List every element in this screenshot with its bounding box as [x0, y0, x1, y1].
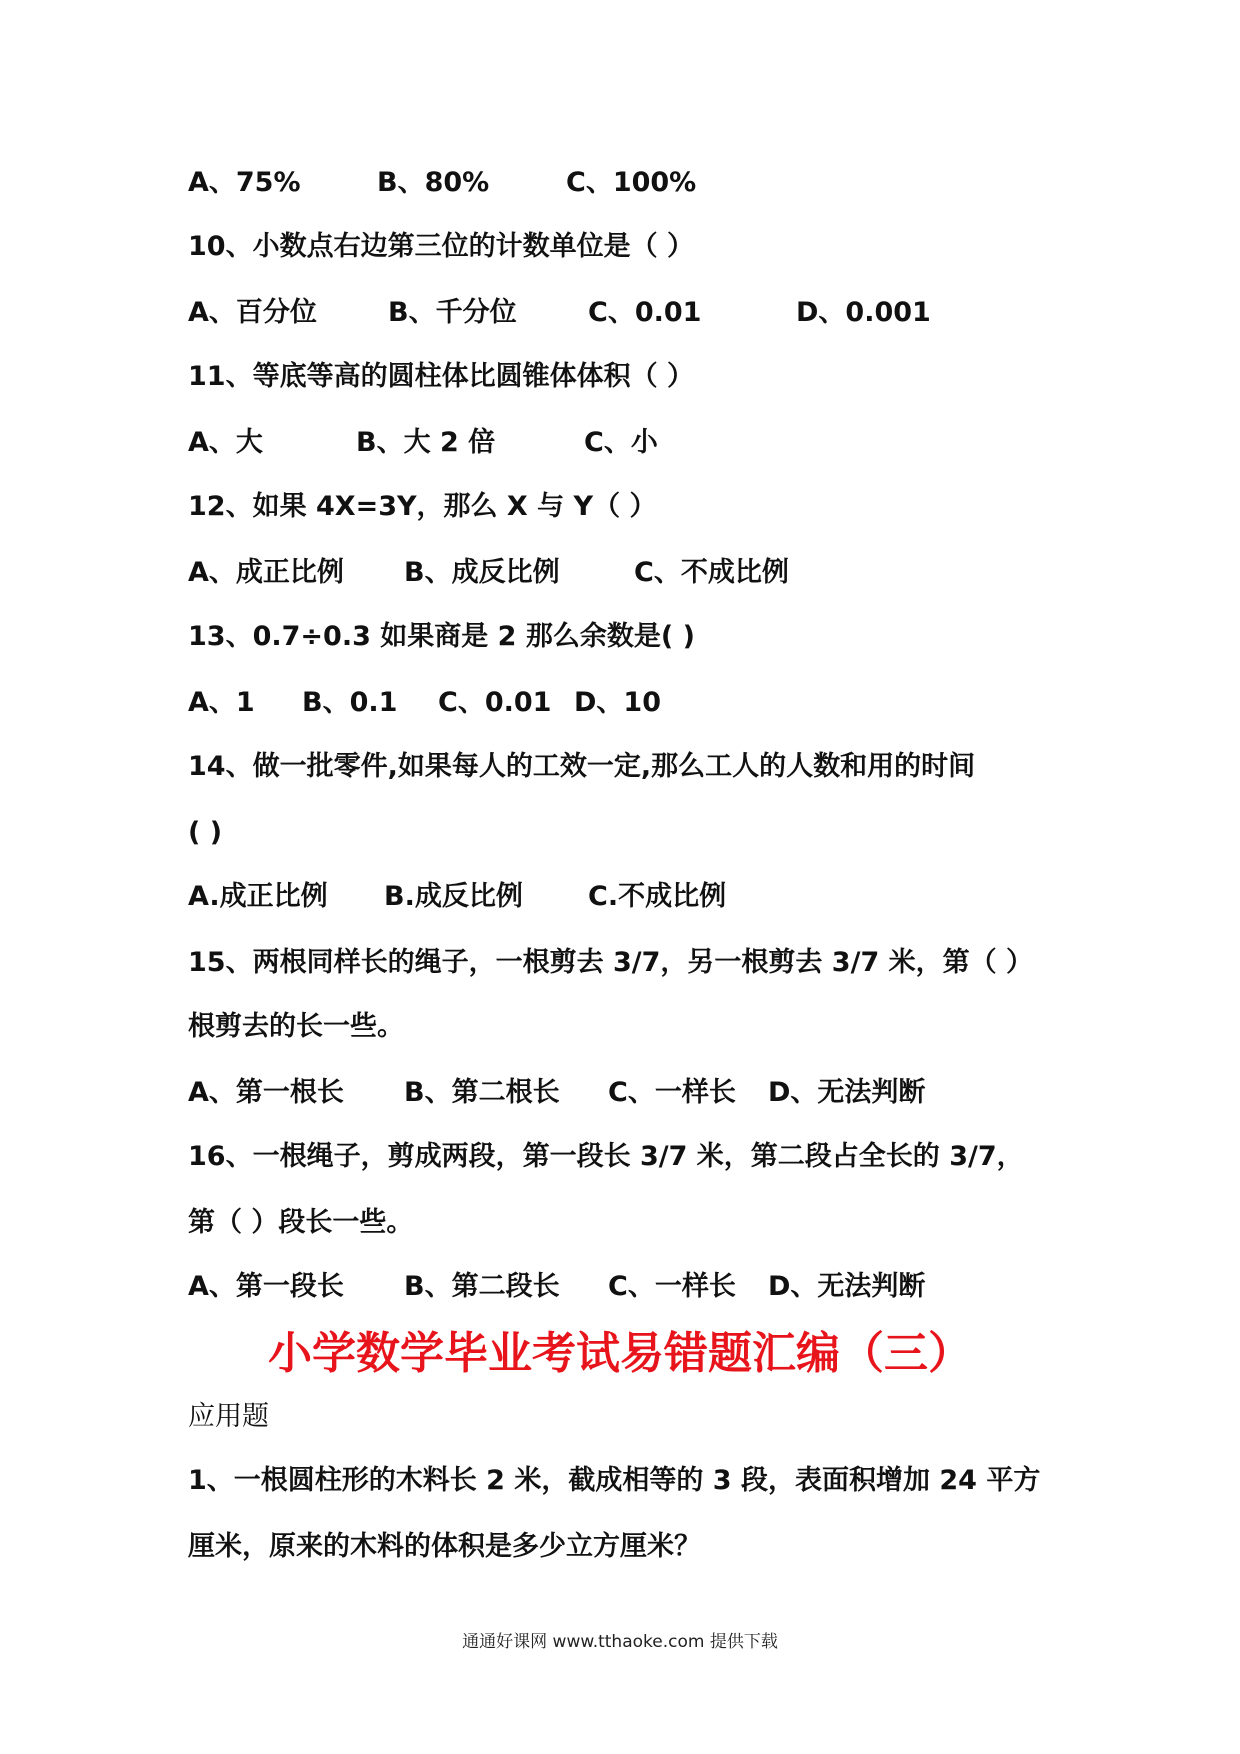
option-q9-c: C、100%	[566, 167, 697, 198]
question-16-line1: 16、一根绳子，剪成两段，第一段长 3/7 米，第二段占全长的 3/7，	[188, 1141, 1024, 1172]
section-subtitle: 应用题	[188, 1401, 269, 1432]
option-q11-b: B、大 2 倍	[356, 427, 496, 458]
option-q16-a: A、第一段长	[188, 1271, 344, 1302]
option-q16-b: B、第二段长	[404, 1271, 560, 1302]
option-q10-b: B、千分位	[388, 297, 517, 328]
question-12: 12、如果 4X=3Y，那么 X 与 Y（ ）	[188, 491, 657, 522]
question-15-line2: 根剪去的长一些。	[188, 1011, 404, 1042]
option-q14-c: C.不成比例	[588, 881, 727, 912]
option-q10-d: D、0.001	[796, 297, 931, 328]
app-question-1-line2: 厘米，原来的木料的体积是多少立方厘米？	[188, 1531, 701, 1562]
option-q16-c: C、一样长	[608, 1271, 736, 1302]
question-15-line1: 15、两根同样长的绳子，一根剪去 3/7，另一根剪去 3/7 米，第（ ）	[188, 947, 1034, 978]
app-question-1-line1: 1、一根圆柱形的木料长 2 米，截成相等的 3 段，表面积增加 24 平方	[188, 1465, 1041, 1496]
question-13: 13、0.7÷0.3 如果商是 2 那么余数是( )	[188, 621, 695, 652]
option-q11-a: A、大	[188, 427, 263, 458]
option-q15-d: D、无法判断	[768, 1077, 926, 1108]
option-q12-c: C、不成比例	[634, 557, 789, 588]
option-q14-b: B.成反比例	[384, 881, 523, 912]
option-q12-b: B、成反比例	[404, 557, 560, 588]
section-title: 小学数学毕业考试易错题汇编（三）	[268, 1328, 972, 1379]
option-q13-d: D、10	[574, 687, 661, 718]
option-q14-a: A.成正比例	[188, 881, 328, 912]
option-q10-a: A、百分位	[188, 297, 317, 328]
option-q9-b: B、80%	[377, 167, 490, 198]
question-14-line2: ( )	[188, 817, 223, 848]
question-11: 11、等底等高的圆柱体比圆锥体体积（ ）	[188, 361, 694, 392]
option-q15-b: B、第二根长	[404, 1077, 560, 1108]
option-q11-c: C、小	[584, 427, 658, 458]
option-q13-b: B、0.1	[302, 687, 398, 718]
page-footer: 通通好课网 www.tthaoke.com 提供下载	[462, 1632, 778, 1652]
option-q13-c: C、0.01	[438, 687, 552, 718]
question-14-line1: 14、做一批零件,如果每人的工效一定,那么工人的人数和用的时间	[188, 751, 976, 782]
question-10: 10、小数点右边第三位的计数单位是（ ）	[188, 231, 694, 262]
option-q15-c: C、一样长	[608, 1077, 736, 1108]
option-q9-a: A、75%	[188, 167, 301, 198]
option-q10-c: C、0.01	[588, 297, 702, 328]
question-16-line2: 第（ ）段长一些。	[188, 1207, 414, 1238]
option-q16-d: D、无法判断	[768, 1271, 926, 1302]
option-q13-a: A、1	[188, 687, 255, 718]
option-q15-a: A、第一根长	[188, 1077, 344, 1108]
option-q12-a: A、成正比例	[188, 557, 344, 588]
